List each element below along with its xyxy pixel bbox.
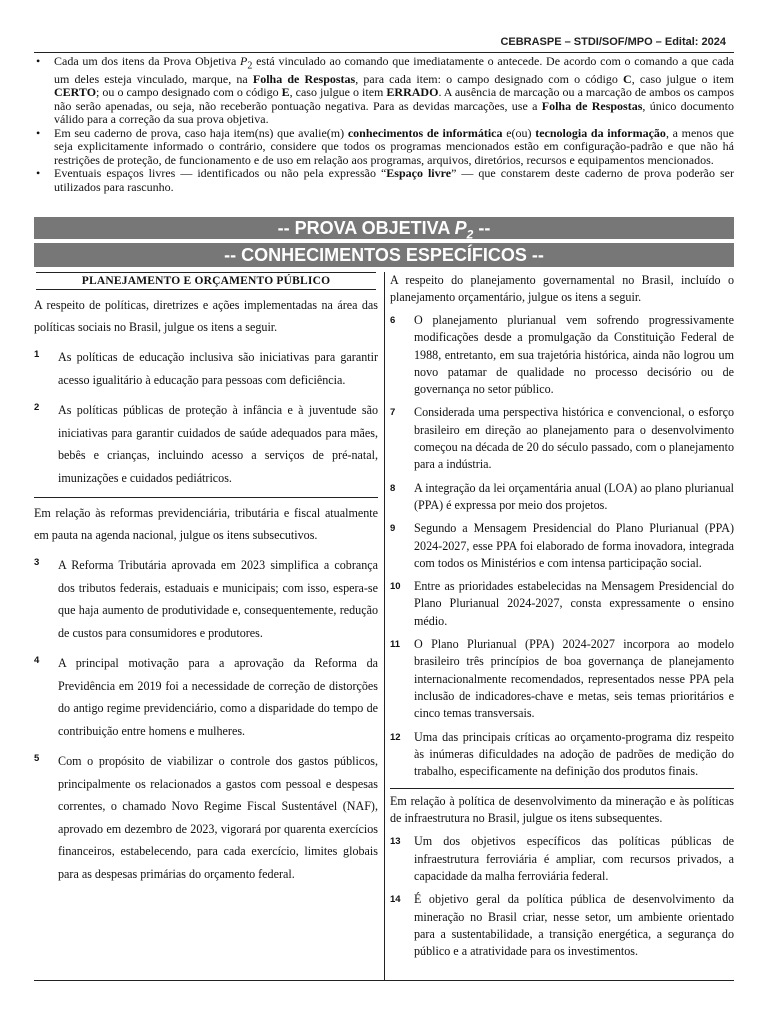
question-number: 3	[34, 557, 40, 568]
question-item	[390, 636, 734, 722]
question-text: Considerada uma perspectiva histórica e convencional, o esforço brasileiro em direção ao planejamento para o desenvolvimento começou na década de 20 do século passado, com o planejamento para a indústria.	[414, 405, 734, 472]
question-text: A principal motivação para a aprovação da Reforma da Previdência em 2019 foi a necessidade de correção de distorções do antigo regime previdenciário, como a disparidade do tempo de contribuição entre homens e mulheres.	[58, 656, 378, 738]
question-item	[390, 578, 734, 630]
question-number: 7	[390, 407, 396, 419]
question-number: 5	[34, 753, 40, 764]
question-item	[390, 729, 734, 781]
exam-title-prefix: -- PROVA OBJETIVA	[277, 218, 455, 238]
exam-title-band	[34, 217, 734, 242]
question-item	[390, 312, 734, 398]
question-item	[34, 750, 378, 885]
question-text: Um dos objetivos específicos das políticas públicas de infraestrutura ferroviária é ampliar, com recursos privados, a capacidade da malha ferroviária federal.	[414, 834, 734, 884]
question-item	[390, 833, 734, 885]
question-number: 10	[390, 581, 401, 593]
question-number: 1	[34, 349, 40, 360]
question-text: A Reforma Tributária aprovada em 2023 simplifica a cobrança dos tributos federais, estaduais e municipais; com isso, espera-se que haja aumento de produtividade e, consequentemente, redução de custos para consumidores e produtores.	[58, 558, 378, 640]
question-number: 6	[390, 315, 396, 326]
instruction-item: • Eventuais espaços livres — identificados ou não pela expressão “Espaço livre” — que constarem deste caderno de prova poderão ser utilizados para rascunho.	[34, 167, 734, 194]
left-column	[34, 272, 378, 885]
question-intro: Em relação à política de desenvolvimento da mineração e às políticas de infraestrutura no Brasil, julgue os itens subsequentes.	[390, 794, 734, 826]
instruction-item: • Cada um dos itens da Prova Objetiva $P_2$ está vinculado ao comando que imediatamente o antecede. De acordo com o comando a que cada um deles esteja vinculado, marque, na Folha de Respostas, para cada item: o campo designado com o código C, caso julgue o item CERTO; ou o campo designado com o código E, caso julgue o item ERRADO. A ausência de marcação ou a marcação de ambos os campos não serão apenadas, ou seja, não receberão pontuação negativa. Para as devidas marcações, use a Folha de Respostas, único documento válido para a correção da sua prova objetiva.	[34, 55, 734, 127]
question-intro: Em relação às reformas previdenciária, tributária e fiscal atualmente em pauta na agenda nacional, julgue os itens subsecutivos.	[34, 506, 378, 542]
question-item	[390, 404, 734, 473]
question-item	[390, 520, 734, 572]
subject-title: PLANEJAMENTO E ORÇAMENTO PÚBLICO	[36, 272, 376, 290]
question-text: As políticas públicas de proteção à infância e à juventude são iniciativas para garantir cuidados de saúde adequados para mães, bebês e crianças, incluindo acesso a serviços de pré-natal, imunizações e cuidados pediátricos.	[58, 403, 378, 485]
question-item	[390, 891, 734, 960]
question-text: É objetivo geral da política pública de desenvolvimento da mineração no Brasil criar, nesse setor, um ambiente orientado para a sustentabilidade, a transição energética, a segurança do público e a atratividade para os investimentos.	[414, 892, 734, 959]
instructions-list	[34, 55, 734, 194]
question-item	[34, 652, 378, 742]
question-text: O Plano Plurianual (PPA) 2024-2027 incorpora ao modelo brasileiro três princípios de boa governança de planejamento internacionalmente recomendados, representados nesse PPA pela inclusão de indicadores-chave e metas, seis temas prioritários e cinco temas transversais.	[414, 637, 734, 721]
bottom-rule	[34, 980, 734, 981]
question-text: A integração da lei orçamentária anual (LOA) ao plano plurianual (PPA) é expressa por meio dos projetos.	[414, 480, 734, 512]
exam-title-letter: $P_2$	[454, 218, 474, 242]
question-number: 12	[390, 731, 401, 743]
question-number: 14	[390, 894, 401, 906]
question-number: 8	[390, 482, 396, 494]
section-band	[34, 243, 734, 267]
block-separator	[34, 497, 378, 498]
column-divider	[384, 272, 385, 980]
right-column	[390, 272, 734, 961]
question-intro: A respeito de políticas, diretrizes e ações implementadas na área das políticas sociais no Brasil, julgue os itens a seguir.	[34, 298, 378, 334]
question-number: 13	[390, 836, 401, 848]
question-text: As políticas de educação inclusiva são iniciativas para garantir acesso igualitário à educação para pessoas com deficiência.	[58, 350, 378, 387]
section-band-text: -- CONHECIMENTOS ESPECÍFICOS --	[224, 245, 544, 265]
question-number: 11	[390, 639, 401, 651]
question-number: 4	[34, 655, 40, 666]
page-header	[34, 36, 734, 53]
block-separator	[390, 788, 734, 789]
question-number: 9	[390, 523, 396, 535]
question-text: Uma das principais críticas ao orçamento-programa diz respeito às inúmeras dificuldades na adoção de padrões de medição do trabalho, especificamente na definição dos produtos finais.	[414, 729, 734, 779]
question-number: 2	[34, 402, 40, 413]
question-text: Com o propósito de viabilizar o controle dos gastos públicos, principalmente os relacionados a gastos com pessoal e despesas correntes, o chamado Novo Regime Fiscal Sustentável (NAF), aprovado em dezembro de 2023, vigorará por quarenta exercícios financeiros, estabelecendo, para cada exercício, limites globais para as despesas primárias do orçamento federal.	[58, 754, 378, 881]
instruction-item: • Em seu caderno de prova, caso haja item(ns) que avalie(m) conhecimentos de informática e(ou) tecnologia da informação, a menos que seja explicitamente informado o contrário, considere que todos os programas mencionados estão em configuração-padrão e que não há restrições de proteção, de funcionamento e de uso em relação aos programas, arquivos, diretórios, recursos e equipamentos mencionados.	[34, 127, 734, 168]
question-item	[34, 399, 378, 489]
exam-title-suffix: --	[473, 218, 491, 238]
question-text: O planejamento plurianual vem sofrendo progressivamente modificações desde a promulgação da Constituição Federal de 1988, entretanto, em sua trajetória histórica, ainda não logrou um novo patamar de qualidade no processo decisório ou de governança no setor público.	[414, 313, 734, 397]
question-intro: A respeito do planejamento governamental no Brasil, incluído o planejamento orçamentário, julgue os itens a seguir.	[390, 273, 734, 304]
question-item	[390, 480, 734, 515]
question-text: Segundo a Mensagem Presidencial do Plano Plurianual (PPA) 2024-2027, esse PPA foi elaborado de forma inovadora, integrada com todos os Ministérios e com intensa participação social.	[414, 521, 734, 570]
question-text: Entre as prioridades estabelecidas na Mensagem Presidencial do Plano Plurianual 2024-2027, consta expressamente o ensino médio.	[414, 579, 734, 628]
header-text: CEBRASPE – STDI/SOF/MPO – Edital: 2024	[500, 36, 726, 48]
question-item	[34, 554, 378, 644]
question-item	[34, 346, 378, 391]
